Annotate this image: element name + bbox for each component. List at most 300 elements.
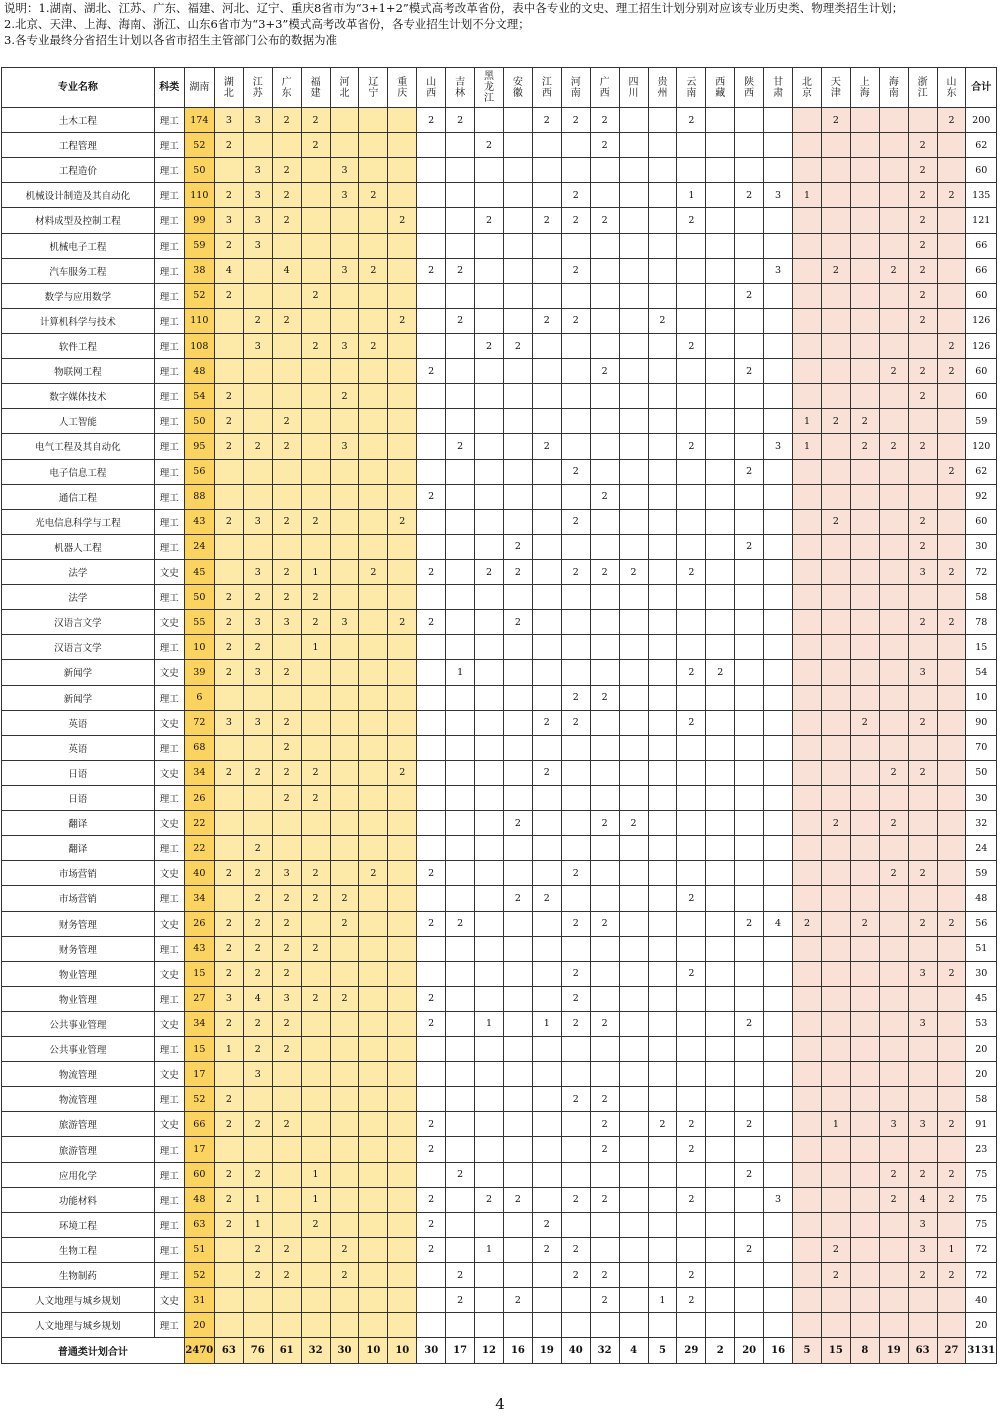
plan-cell xyxy=(532,1062,561,1087)
plan-cell: 2 xyxy=(446,911,475,936)
header-province xyxy=(475,68,504,108)
header-total xyxy=(966,68,997,108)
plan-cell xyxy=(735,333,764,358)
plan-cell xyxy=(590,233,619,258)
plan-cell xyxy=(388,836,417,861)
plan-cell xyxy=(677,911,706,936)
plan-cell xyxy=(503,308,532,333)
plan-cell xyxy=(619,133,648,158)
plan-cell xyxy=(706,1087,735,1112)
plan-cell xyxy=(503,108,532,133)
plan-cell xyxy=(388,811,417,836)
plan-cell xyxy=(475,785,504,810)
plan-cell xyxy=(937,434,966,459)
plan-cell xyxy=(619,986,648,1011)
plan-cell xyxy=(214,735,243,760)
plan-cell xyxy=(850,1237,879,1262)
plan-cell xyxy=(735,986,764,1011)
header-province xyxy=(648,68,677,108)
row-total: 30 xyxy=(966,961,997,986)
plan-cell xyxy=(561,760,590,785)
plan-cell: 2 xyxy=(879,760,908,785)
plan-cell xyxy=(821,333,850,358)
plan-cell: 2 xyxy=(532,434,561,459)
plan-cell xyxy=(475,484,504,509)
plan-cell: 2 xyxy=(908,1263,937,1288)
plan-cell: 3 xyxy=(243,660,272,685)
plan-cell: 4 xyxy=(214,258,243,283)
plan-cell xyxy=(619,1288,648,1313)
plan-cell xyxy=(388,1037,417,1062)
plan-cell xyxy=(619,1187,648,1212)
plan-cell xyxy=(561,1037,590,1062)
plan-cell xyxy=(388,1212,417,1237)
plan-cell xyxy=(359,585,388,610)
plan-cell xyxy=(706,208,735,233)
plan-cell: 2 xyxy=(475,133,504,158)
major-name: 汉语言文学 xyxy=(2,635,155,660)
table-row xyxy=(2,333,997,358)
total-cell: 8 xyxy=(850,1338,879,1364)
plan-cell: 2 xyxy=(330,1237,359,1262)
plan-cell: 2 xyxy=(821,1263,850,1288)
plan-cell xyxy=(793,158,822,183)
plan-cell: 4 xyxy=(908,1187,937,1212)
plan-cell: 34 xyxy=(184,886,214,911)
table-row xyxy=(2,861,997,886)
plan-cell xyxy=(735,1062,764,1087)
plan-cell xyxy=(764,1011,793,1036)
plan-cell xyxy=(735,735,764,760)
plan-cell xyxy=(706,911,735,936)
plan-cell: 2 xyxy=(908,283,937,308)
plan-cell xyxy=(214,836,243,861)
plan-cell xyxy=(706,1288,735,1313)
header-province xyxy=(446,68,475,108)
plan-cell: 17 xyxy=(184,1137,214,1162)
plan-cell xyxy=(446,484,475,509)
plan-cell: 2 xyxy=(561,108,590,133)
header-province xyxy=(879,68,908,108)
plan-cell xyxy=(243,359,272,384)
plan-cell xyxy=(879,1037,908,1062)
major-name: 土木工程 xyxy=(2,108,155,133)
plan-cell xyxy=(821,359,850,384)
plan-cell: 2 xyxy=(648,1112,677,1137)
plan-cell xyxy=(272,133,301,158)
plan-cell: 2 xyxy=(937,333,966,358)
plan-cell xyxy=(446,133,475,158)
header-province-label: 山东 xyxy=(946,76,957,99)
plan-cell: 52 xyxy=(184,283,214,308)
plan-cell: 68 xyxy=(184,735,214,760)
plan-cell xyxy=(937,785,966,810)
plan-cell xyxy=(793,359,822,384)
plan-cell xyxy=(850,509,879,534)
plan-cell: 1 xyxy=(301,635,330,660)
plan-cell xyxy=(793,258,822,283)
plan-cell: 2 xyxy=(301,936,330,961)
plan-cell xyxy=(706,534,735,559)
table-row xyxy=(2,760,997,785)
row-total: 48 xyxy=(966,886,997,911)
plan-cell: 2 xyxy=(272,1112,301,1137)
plan-cell xyxy=(648,534,677,559)
plan-cell xyxy=(243,1137,272,1162)
major-name: 人文地理与城乡规划 xyxy=(2,1288,155,1313)
plan-cell: 2 xyxy=(475,208,504,233)
plan-cell xyxy=(850,359,879,384)
plan-cell xyxy=(908,936,937,961)
plan-cell: 2 xyxy=(619,559,648,584)
plan-cell xyxy=(301,1237,330,1262)
plan-cell xyxy=(821,1011,850,1036)
plan-cell xyxy=(821,710,850,735)
row-total: 60 xyxy=(966,384,997,409)
plan-cell xyxy=(388,1162,417,1187)
plan-cell xyxy=(272,685,301,710)
plan-cell xyxy=(677,1087,706,1112)
total-cell: 16 xyxy=(764,1338,793,1364)
row-total: 75 xyxy=(966,1187,997,1212)
plan-cell xyxy=(821,1037,850,1062)
plan-cell: 52 xyxy=(184,1087,214,1112)
plan-cell xyxy=(764,509,793,534)
plan-cell xyxy=(677,283,706,308)
plan-cell: 3 xyxy=(243,183,272,208)
major-category: 理工 xyxy=(154,1137,184,1162)
plan-cell: 2 xyxy=(677,1187,706,1212)
plan-cell xyxy=(937,1137,966,1162)
plan-cell xyxy=(937,936,966,961)
plan-cell xyxy=(503,836,532,861)
plan-cell xyxy=(850,585,879,610)
plan-cell xyxy=(648,1237,677,1262)
major-category: 理工 xyxy=(154,233,184,258)
total-cell: 30 xyxy=(417,1338,446,1364)
plan-cell xyxy=(561,384,590,409)
plan-cell xyxy=(359,509,388,534)
plan-cell xyxy=(561,836,590,861)
table-row xyxy=(2,208,997,233)
plan-cell: 2 xyxy=(503,559,532,584)
plan-cell xyxy=(821,559,850,584)
plan-cell xyxy=(706,1137,735,1162)
plan-cell xyxy=(446,183,475,208)
plan-cell: 20 xyxy=(184,1313,214,1338)
plan-cell: 2 xyxy=(388,760,417,785)
plan-cell xyxy=(475,1037,504,1062)
plan-cell xyxy=(243,811,272,836)
plan-cell xyxy=(764,1237,793,1262)
plan-cell xyxy=(475,1313,504,1338)
plan-cell xyxy=(793,559,822,584)
plan-cell xyxy=(735,509,764,534)
plan-cell xyxy=(619,660,648,685)
plan-cell xyxy=(764,1288,793,1313)
row-total: 20 xyxy=(966,1062,997,1087)
plan-cell xyxy=(301,258,330,283)
plan-cell: 99 xyxy=(184,208,214,233)
plan-cell xyxy=(503,1087,532,1112)
plan-cell xyxy=(532,610,561,635)
plan-cell xyxy=(648,409,677,434)
row-total: 66 xyxy=(966,258,997,283)
plan-cell xyxy=(706,1011,735,1036)
plan-cell xyxy=(879,1011,908,1036)
plan-cell xyxy=(475,434,504,459)
plan-cell xyxy=(706,409,735,434)
plan-cell: 2 xyxy=(214,509,243,534)
plan-cell xyxy=(301,359,330,384)
plan-cell: 2 xyxy=(677,208,706,233)
plan-cell xyxy=(532,660,561,685)
plan-cell: 2 xyxy=(561,208,590,233)
plan-cell xyxy=(850,1037,879,1062)
plan-cell xyxy=(908,1288,937,1313)
plan-cell xyxy=(417,710,446,735)
plan-cell xyxy=(590,258,619,283)
plan-cell xyxy=(793,785,822,810)
plan-cell xyxy=(821,308,850,333)
plan-cell xyxy=(388,685,417,710)
plan-cell xyxy=(359,1162,388,1187)
plan-cell xyxy=(706,283,735,308)
major-name: 功能材料 xyxy=(2,1187,155,1212)
plan-cell xyxy=(793,1263,822,1288)
plan-cell xyxy=(706,434,735,459)
plan-cell xyxy=(214,359,243,384)
plan-cell xyxy=(330,861,359,886)
plan-cell xyxy=(532,409,561,434)
plan-cell xyxy=(475,836,504,861)
plan-cell: 3 xyxy=(908,961,937,986)
plan-cell xyxy=(648,459,677,484)
plan-cell: 2 xyxy=(590,1137,619,1162)
plan-cell xyxy=(330,836,359,861)
plan-cell xyxy=(243,534,272,559)
plan-cell: 1 xyxy=(793,183,822,208)
row-total: 62 xyxy=(966,133,997,158)
plan-cell xyxy=(908,585,937,610)
plan-cell xyxy=(879,333,908,358)
plan-cell: 2 xyxy=(272,509,301,534)
plan-cell xyxy=(619,534,648,559)
plan-cell: 108 xyxy=(184,333,214,358)
plan-cell xyxy=(706,258,735,283)
plan-cell xyxy=(619,911,648,936)
plan-cell: 2 xyxy=(879,359,908,384)
plan-cell xyxy=(446,836,475,861)
plan-cell xyxy=(214,1288,243,1313)
plan-cell: 2 xyxy=(417,1112,446,1137)
plan-cell xyxy=(648,233,677,258)
plan-cell xyxy=(908,1087,937,1112)
row-total: 75 xyxy=(966,1162,997,1187)
plan-cell: 22 xyxy=(184,836,214,861)
plan-cell xyxy=(735,861,764,886)
plan-cell xyxy=(475,308,504,333)
plan-cell xyxy=(243,409,272,434)
major-name: 新闻学 xyxy=(2,685,155,710)
page-number: 4 xyxy=(495,1395,505,1413)
plan-cell xyxy=(619,233,648,258)
plan-cell: 2 xyxy=(417,911,446,936)
plan-cell xyxy=(793,1087,822,1112)
plan-cell: 2 xyxy=(417,610,446,635)
plan-cell: 2 xyxy=(214,283,243,308)
header-province xyxy=(590,68,619,108)
major-category: 理工 xyxy=(154,133,184,158)
plan-cell xyxy=(850,1313,879,1338)
plan-cell xyxy=(821,384,850,409)
plan-cell xyxy=(359,1288,388,1313)
plan-cell: 2 xyxy=(417,258,446,283)
plan-cell: 2 xyxy=(330,1263,359,1288)
table-row xyxy=(2,635,997,660)
plan-cell: 2 xyxy=(446,1288,475,1313)
plan-cell xyxy=(388,283,417,308)
plan-cell: 2 xyxy=(272,183,301,208)
plan-cell xyxy=(648,635,677,660)
plan-cell xyxy=(821,1087,850,1112)
plan-cell xyxy=(301,811,330,836)
plan-cell xyxy=(446,384,475,409)
plan-cell xyxy=(619,434,648,459)
plan-cell xyxy=(619,359,648,384)
plan-cell xyxy=(388,585,417,610)
plan-cell: 2 xyxy=(301,133,330,158)
plan-cell xyxy=(301,1313,330,1338)
plan-cell xyxy=(937,534,966,559)
plan-cell xyxy=(243,258,272,283)
plan-cell: 2 xyxy=(561,1187,590,1212)
plan-cell: 2 xyxy=(301,283,330,308)
row-total: 60 xyxy=(966,283,997,308)
plan-cell: 2 xyxy=(301,886,330,911)
plan-cell xyxy=(764,1062,793,1087)
total-cell: 32 xyxy=(590,1338,619,1364)
plan-cell xyxy=(272,333,301,358)
plan-cell xyxy=(677,861,706,886)
plan-cell xyxy=(908,811,937,836)
plan-cell xyxy=(850,1212,879,1237)
plan-cell: 2 xyxy=(359,333,388,358)
plan-cell: 40 xyxy=(184,861,214,886)
plan-cell xyxy=(590,660,619,685)
plan-cell xyxy=(793,811,822,836)
plan-cell xyxy=(503,1313,532,1338)
row-total: 40 xyxy=(966,1288,997,1313)
plan-cell xyxy=(908,1313,937,1338)
plan-cell xyxy=(764,283,793,308)
plan-cell xyxy=(446,635,475,660)
plan-cell xyxy=(764,610,793,635)
plan-cell xyxy=(388,333,417,358)
plan-cell xyxy=(243,484,272,509)
plan-cell xyxy=(503,384,532,409)
plan-cell xyxy=(590,158,619,183)
plan-cell: 50 xyxy=(184,158,214,183)
plan-cell xyxy=(503,961,532,986)
plan-cell: 2 xyxy=(908,610,937,635)
plan-cell xyxy=(908,1062,937,1087)
plan-cell: 2 xyxy=(561,1087,590,1112)
plan-cell: 2 xyxy=(677,961,706,986)
plan-cell xyxy=(503,459,532,484)
major-name: 计算机科学与技术 xyxy=(2,308,155,333)
plan-cell xyxy=(764,1087,793,1112)
plan-cell xyxy=(532,735,561,760)
plan-cell xyxy=(359,836,388,861)
plan-cell xyxy=(388,183,417,208)
major-category: 理工 xyxy=(154,283,184,308)
plan-cell xyxy=(590,610,619,635)
plan-cell: 2 xyxy=(561,961,590,986)
plan-cell xyxy=(677,1011,706,1036)
plan-cell xyxy=(475,283,504,308)
major-name: 物业管理 xyxy=(2,986,155,1011)
plan-cell xyxy=(532,333,561,358)
plan-cell: 1 xyxy=(821,1112,850,1137)
plan-cell xyxy=(503,911,532,936)
plan-cell: 2 xyxy=(272,785,301,810)
plan-cell: 2 xyxy=(590,1087,619,1112)
header-province xyxy=(706,68,735,108)
plan-cell xyxy=(619,459,648,484)
table-row xyxy=(2,1187,997,1212)
row-total: 91 xyxy=(966,1112,997,1137)
plan-cell xyxy=(706,886,735,911)
plan-cell xyxy=(706,484,735,509)
plan-cell: 2 xyxy=(243,1263,272,1288)
plan-cell: 27 xyxy=(184,986,214,1011)
plan-cell: 2 xyxy=(677,1288,706,1313)
plan-cell xyxy=(879,308,908,333)
plan-cell: 2 xyxy=(272,585,301,610)
plan-cell: 2 xyxy=(388,208,417,233)
plan-cell xyxy=(359,635,388,660)
plan-cell xyxy=(850,660,879,685)
plan-cell xyxy=(446,459,475,484)
plan-cell xyxy=(590,585,619,610)
plan-cell: 1 xyxy=(301,559,330,584)
plan-cell xyxy=(301,183,330,208)
plan-cell xyxy=(735,108,764,133)
row-total: 135 xyxy=(966,183,997,208)
plan-cell xyxy=(359,685,388,710)
plan-cell xyxy=(764,559,793,584)
plan-cell xyxy=(417,384,446,409)
plan-cell xyxy=(590,861,619,886)
plan-cell xyxy=(446,760,475,785)
plan-cell xyxy=(561,158,590,183)
plan-cell xyxy=(648,1087,677,1112)
plan-cell xyxy=(764,836,793,861)
plan-cell xyxy=(532,1162,561,1187)
plan-cell xyxy=(735,961,764,986)
major-category: 理工 xyxy=(154,785,184,810)
plan-cell xyxy=(937,1011,966,1036)
plan-cell xyxy=(214,308,243,333)
plan-cell xyxy=(446,283,475,308)
plan-cell: 2 xyxy=(532,886,561,911)
major-name: 英语 xyxy=(2,735,155,760)
plan-cell xyxy=(272,484,301,509)
plan-cell xyxy=(475,108,504,133)
plan-cell xyxy=(359,308,388,333)
plan-cell xyxy=(706,1237,735,1262)
